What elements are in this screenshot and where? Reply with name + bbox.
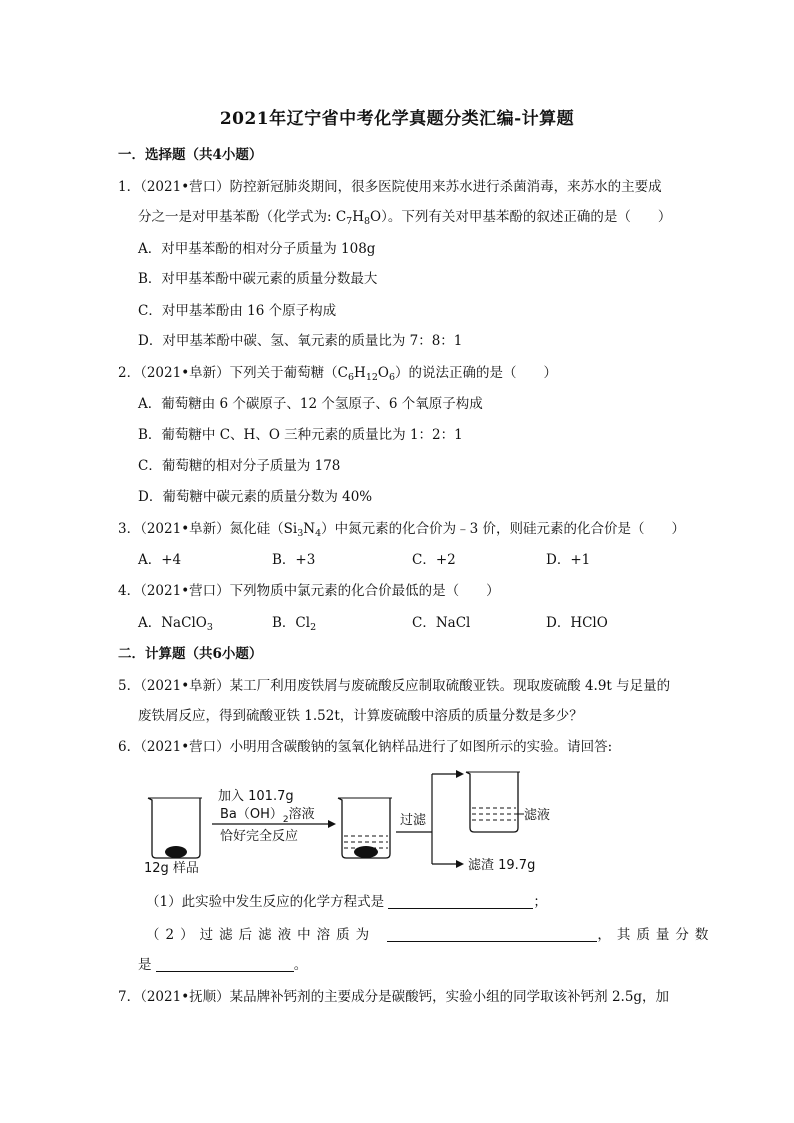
question-6-part-2-continued: 是 。 [138, 957, 308, 973]
reaction-beaker-icon [338, 798, 392, 858]
question-2-option-d: D．葡萄糖中碳元素的质量分数为 40% [138, 489, 373, 505]
reaction-note-label: 恰好完全反应 [220, 829, 299, 844]
question-3-option-d: D．+1 [546, 552, 591, 568]
arrow-right-icon [328, 820, 336, 828]
experiment-diagram [140, 768, 560, 878]
question-4-option-d: D．HClO [546, 615, 608, 631]
question-3-option-c: C．+2 [412, 552, 456, 568]
question-1-line-1: 1．（2021•营口）防控新冠肺炎期间，很多医院使用来苏水进行杀菌消毒，来苏水的主要成 [118, 179, 662, 195]
question-4-line-1: 4．（2021•营口）下列物质中氯元素的化合价最低的是（ ） [118, 583, 500, 599]
question-1-option-d: D．对甲基苯酚中碳、氢、氧元素的质量比为 7：8：1 [138, 333, 463, 349]
question-5-line-1: 5．（2021•阜新）某工厂利用废铁屑与废硫酸反应制取硫酸亚铁。现取废硫酸 4.9t 与足量的 [118, 678, 671, 694]
question-3-line-1: 3．（2021•阜新）氮化硅$(Si_3N_4)$中氮元素的化合价为﹣3 价，则硅元素的化合价是（ ） [118, 521, 686, 539]
residue-label: 滤渣 19.7g [468, 858, 536, 873]
reagent-amount-label: 加入 101.7g [218, 789, 294, 804]
answer-blank-2[interactable] [387, 927, 597, 942]
filter-label: 过滤 [400, 813, 427, 828]
question-3-option-b: B．+3 [272, 552, 316, 568]
question-2-option-a: A．葡萄糖由 6 个碳原子、12 个氢原子、6 个氧原子构成 [138, 396, 483, 412]
question-6-part-2: （2）过滤后滤液中溶质为 ，其质量分数 [146, 927, 715, 943]
question-2-line-1: 2．（2021•阜新）下列关于葡萄糖$(C_6H_{12}O_6)$的说法正确的是（ ） [118, 365, 558, 383]
reagent-name-label: $Ba(OH)_2$溶液 [220, 807, 315, 825]
question-6-line-1: 6．（2021•营口）小明用含碳酸钠的氢氧化钠样品进行了如图所示的实验。请回答: [118, 739, 613, 755]
question-1-option-b: B．对甲基苯酚中碳元素的质量分数最大 [138, 271, 378, 287]
answer-blank-1[interactable] [388, 894, 533, 909]
question-3-option-a: A．+4 [138, 552, 182, 568]
question-5-line-2: 废铁屑反应，得到硫酸亚铁 1.52t，计算废硫酸中溶质的质量分数是多少？ [138, 708, 583, 724]
question-1-option-c: C．对甲基苯酚由 16 个原子构成 [138, 303, 337, 319]
question-2-option-c: C．葡萄糖的相对分子质量为 178 [138, 458, 341, 474]
section-heading-calculation: 二．计算题（共6小题） [118, 646, 263, 662]
section-heading-choice: 一．选择题（共4小题） [118, 147, 263, 163]
filtrate-beaker-icon [466, 772, 524, 832]
question-7-line-1: 7．（2021•抚顺）某品牌补钙剂的主要成分是碳酸钙，实验小组的同学取该补钙剂 2.5g，加 [118, 989, 670, 1005]
page-title: 2021年辽宁省中考化学真题分类汇编-计算题 [219, 109, 575, 129]
question-4-option-b: B．$Cl_2$ [272, 615, 317, 633]
filtrate-label: 滤液 [524, 808, 551, 823]
answer-blank-3[interactable] [156, 957, 294, 972]
question-6-part-1: （1）此实验中发生反应的化学方程式是 ； [146, 894, 547, 910]
arrow-down-branch-icon [456, 860, 464, 868]
question-4-option-a: A．NaClO$_3$ [138, 615, 213, 633]
question-1-line-2: 分之一是对甲基苯酚（化学式为: $C_7H_8O$）。下列有关对甲基苯酚的叙述正确的是（ ） [138, 209, 672, 227]
question-2-option-b: B．葡萄糖中 C、H、O 三种元素的质量比为 1：2：1 [138, 427, 463, 443]
arrow-up-branch-icon [456, 770, 464, 778]
question-1-option-a: A．对甲基苯酚的相对分子质量为 108g [138, 241, 376, 257]
sample-label: 12g 样品 [144, 861, 199, 876]
question-4-option-c: C．NaCl [412, 615, 471, 631]
sample-beaker-icon [148, 798, 202, 858]
